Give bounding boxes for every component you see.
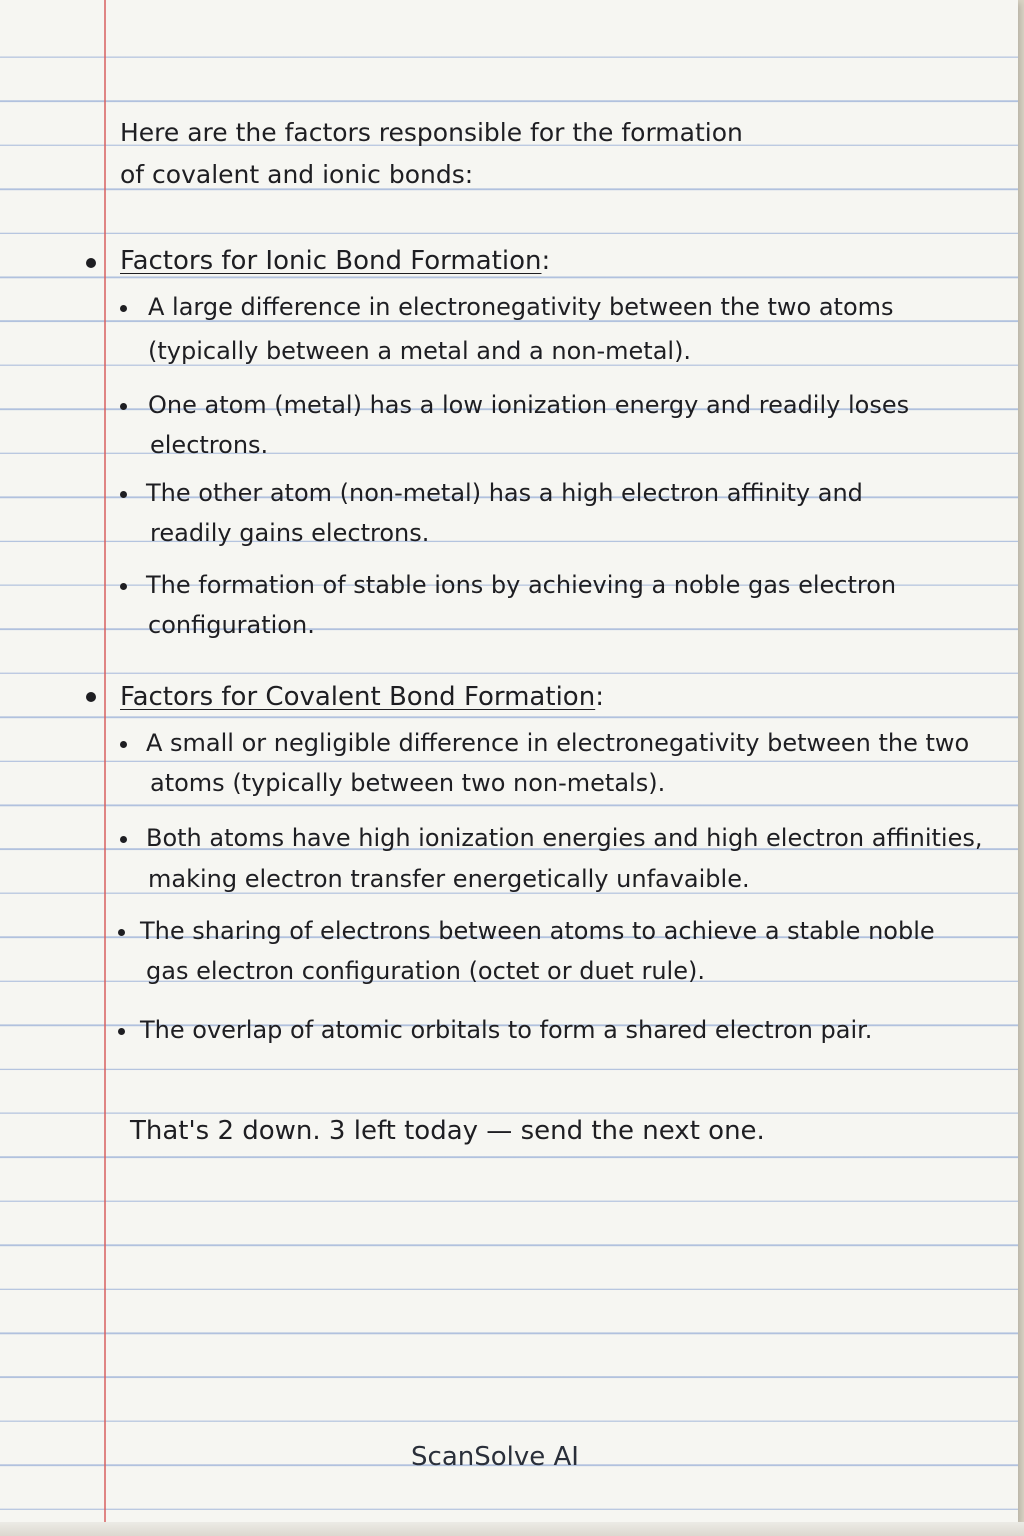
covalent-item-3-line-2: gas electron configuration (octet or duet rule). (146, 957, 705, 985)
ionic-item-1-line-2: (typically between a metal and a non-metal). (148, 337, 692, 365)
ionic-item-1-line-1: A large difference in electronegativity between the two atoms (148, 293, 894, 321)
section-title-ionic (120, 246, 550, 276)
brand-logo: ScanSolve AI (411, 1442, 579, 1472)
bullet-icon (120, 491, 127, 498)
covalent-item-2-line-1: Both atoms have high ionization energies and high electron affinities, (146, 824, 983, 852)
margin-line (104, 0, 106, 1522)
intro-line-2: of covalent and ionic bonds: (120, 160, 474, 189)
intro-line-1: Here are the factors responsible for the formation (120, 118, 743, 147)
section-title-covalent-text: Factors for Covalent Bond Formation (120, 682, 596, 712)
bullet-icon (118, 1028, 125, 1035)
section-title-covalent-suffix: : (595, 682, 604, 712)
section-bullet-icon (86, 692, 96, 702)
bullet-icon (118, 929, 125, 936)
bullet-icon (120, 836, 127, 843)
covalent-item-3-line-1: The sharing of electrons between atoms to achieve a stable noble (140, 917, 935, 945)
ionic-item-2-line-1: One atom (metal) has a low ionization energy and readily loses (148, 391, 910, 419)
covalent-item-1-line-1: A small or negligible difference in electronegativity between the two (146, 729, 970, 757)
section-title-covalent (120, 682, 604, 712)
covalent-item-2-line-2: making electron transfer energetically unfavaible. (148, 865, 750, 893)
covalent-item-4-line-1: The overlap of atomic orbitals to form a shared electron pair. (140, 1016, 873, 1044)
bullet-icon (120, 583, 127, 590)
bullet-icon (120, 741, 127, 748)
ionic-item-4-line-1: The formation of stable ions by achieving a noble gas electron (146, 571, 897, 599)
covalent-item-1-line-2: atoms (typically between two non-metals). (150, 769, 666, 797)
section-title-ionic-text: Factors for Ionic Bond Formation (120, 246, 542, 276)
section-title-ionic-suffix: : (541, 246, 551, 276)
ionic-item-4-line-2: configuration. (148, 611, 315, 639)
ionic-item-2-line-2: electrons. (150, 431, 269, 459)
section-bullet-icon (86, 258, 96, 268)
page-stack-edge (0, 1522, 1024, 1536)
ionic-item-3-line-1: The other atom (non-metal) has a high electron affinity and (146, 479, 863, 507)
bullet-icon (120, 403, 127, 410)
footer-note: That's 2 down. 3 left today — send the next one. (130, 1116, 765, 1146)
bullet-icon (120, 305, 127, 312)
ionic-item-3-line-2: readily gains electrons. (150, 519, 430, 547)
